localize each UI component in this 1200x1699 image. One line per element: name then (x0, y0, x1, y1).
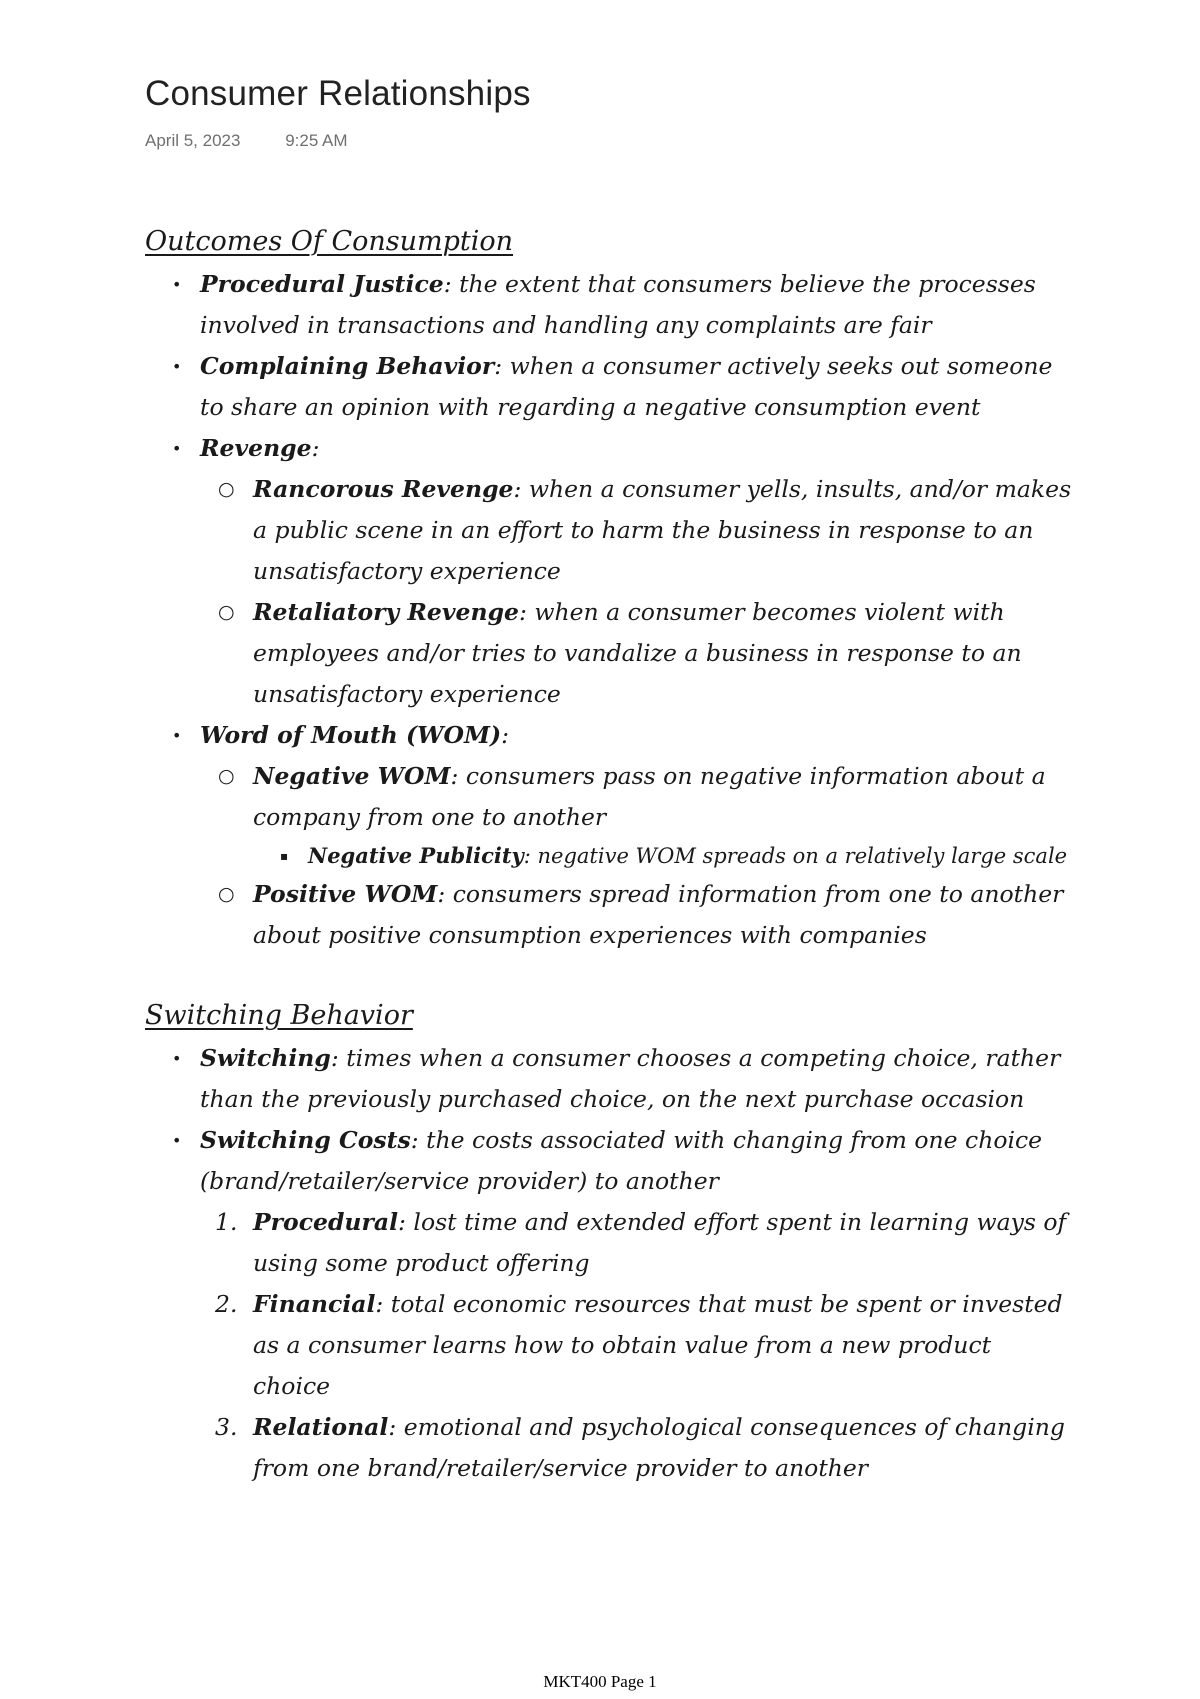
term-definition: : the costs associated with changing from one choice (brand/retailer/service provider) to another (200, 1126, 1043, 1195)
list-number: 1. (215, 1208, 238, 1236)
section-spacer (145, 956, 1075, 994)
term-definition: : when a consumer yells, insults, and/or makes a public scene in an effort to harm the business in response to an unsatisfactory experience (253, 475, 1072, 585)
term-definition: : when a consumer actively seeks out someone to share an opinion with regarding a negative consumption event (200, 352, 1053, 421)
sub-sub-list (280, 838, 1075, 874)
term-definition: : consumers pass on negative information about a company from one to another (253, 762, 1046, 831)
section-heading: Outcomes Of Consumption (145, 226, 514, 257)
term-definition: : times when a consumer chooses a competing choice, rather than the previously purchased choice, on the next purchase occasion (200, 1044, 1061, 1113)
term-label: Retaliatory Revenge (253, 598, 519, 626)
term-label: Revenge (200, 434, 312, 462)
list-item (215, 1284, 1075, 1407)
term-definition: : lost time and extended effort spent in learning ways of using some product offering (253, 1208, 1067, 1277)
term-label: Procedural (253, 1208, 399, 1236)
page-date: April 5, 2023 (145, 131, 241, 150)
bullet-icon: • (172, 1049, 182, 1068)
page-meta (145, 131, 348, 151)
list-item (218, 756, 1075, 874)
bullet-icon: • (172, 357, 182, 376)
list-number: 3. (215, 1413, 238, 1441)
page-title: Consumer Relationships (145, 74, 531, 113)
term-label: Word of Mouth (WOM) (200, 721, 502, 749)
term-label: Financial (253, 1290, 376, 1318)
bullet-icon: • (172, 439, 182, 458)
bullet-icon: • (172, 275, 182, 294)
list-item (218, 874, 1075, 956)
term-label: Switching (200, 1044, 331, 1072)
term-definition: : the extent that consumers believe the processes involved in transactions and handling any complaints are fair (200, 270, 1036, 339)
term-definition: : consumers spread information from one to another about positive consumption experiences with companies (253, 880, 1064, 949)
term-label: Complaining Behavior (200, 352, 495, 380)
circle-bullet-icon: ○ (218, 478, 235, 500)
note-content (145, 220, 1075, 1489)
square-bullet-icon: ▪ (280, 849, 289, 863)
circle-bullet-icon: ○ (218, 883, 235, 905)
list-item (215, 1407, 1075, 1489)
page-time: 9:25 AM (285, 131, 348, 150)
list-item (172, 1038, 1075, 1120)
bullet-icon: • (172, 1131, 182, 1150)
term-label: Relational (253, 1413, 389, 1441)
term-definition: : total economic resources that must be spent or invested as a consumer learns how to obtain value from a new product choice (253, 1290, 1063, 1400)
term-label: Negative WOM (253, 762, 451, 790)
sub-list (218, 469, 1075, 715)
list-number: 2. (215, 1290, 238, 1318)
bullet-list (172, 264, 1075, 956)
bullet-icon: • (172, 726, 182, 745)
term-label: Procedural Justice (200, 270, 444, 298)
circle-bullet-icon: ○ (218, 601, 235, 623)
term-definition: : (501, 721, 510, 749)
term-definition: : (311, 434, 320, 462)
term-definition: : when a consumer becomes violent with employees and/or tries to vandalize a business in response to an unsatisfactory experience (253, 598, 1022, 708)
circle-bullet-icon: ○ (218, 765, 235, 787)
list-item (215, 1202, 1075, 1284)
list-item (172, 346, 1075, 428)
term-label: Negative Publicity (308, 843, 524, 868)
term-definition: : emotional and psychological consequences of changing from one brand/retailer/service provider to another (253, 1413, 1065, 1482)
list-item (172, 428, 1075, 715)
list-item (172, 1120, 1075, 1489)
list-item (280, 838, 1075, 874)
list-item (218, 592, 1075, 715)
term-definition: : negative WOM spreads on a relatively large scale (523, 844, 1068, 868)
sub-list (218, 756, 1075, 956)
term-label: Rancorous Revenge (253, 475, 514, 503)
section-heading: Switching Behavior (145, 1000, 413, 1031)
list-item (172, 264, 1075, 346)
list-item (218, 469, 1075, 592)
bullet-list (172, 1038, 1075, 1489)
term-label: Positive WOM (253, 880, 438, 908)
page-footer: MKT400 Page 1 (543, 1672, 657, 1691)
list-item (172, 715, 1075, 956)
numbered-list (215, 1202, 1075, 1489)
term-label: Switching Costs (200, 1126, 411, 1154)
